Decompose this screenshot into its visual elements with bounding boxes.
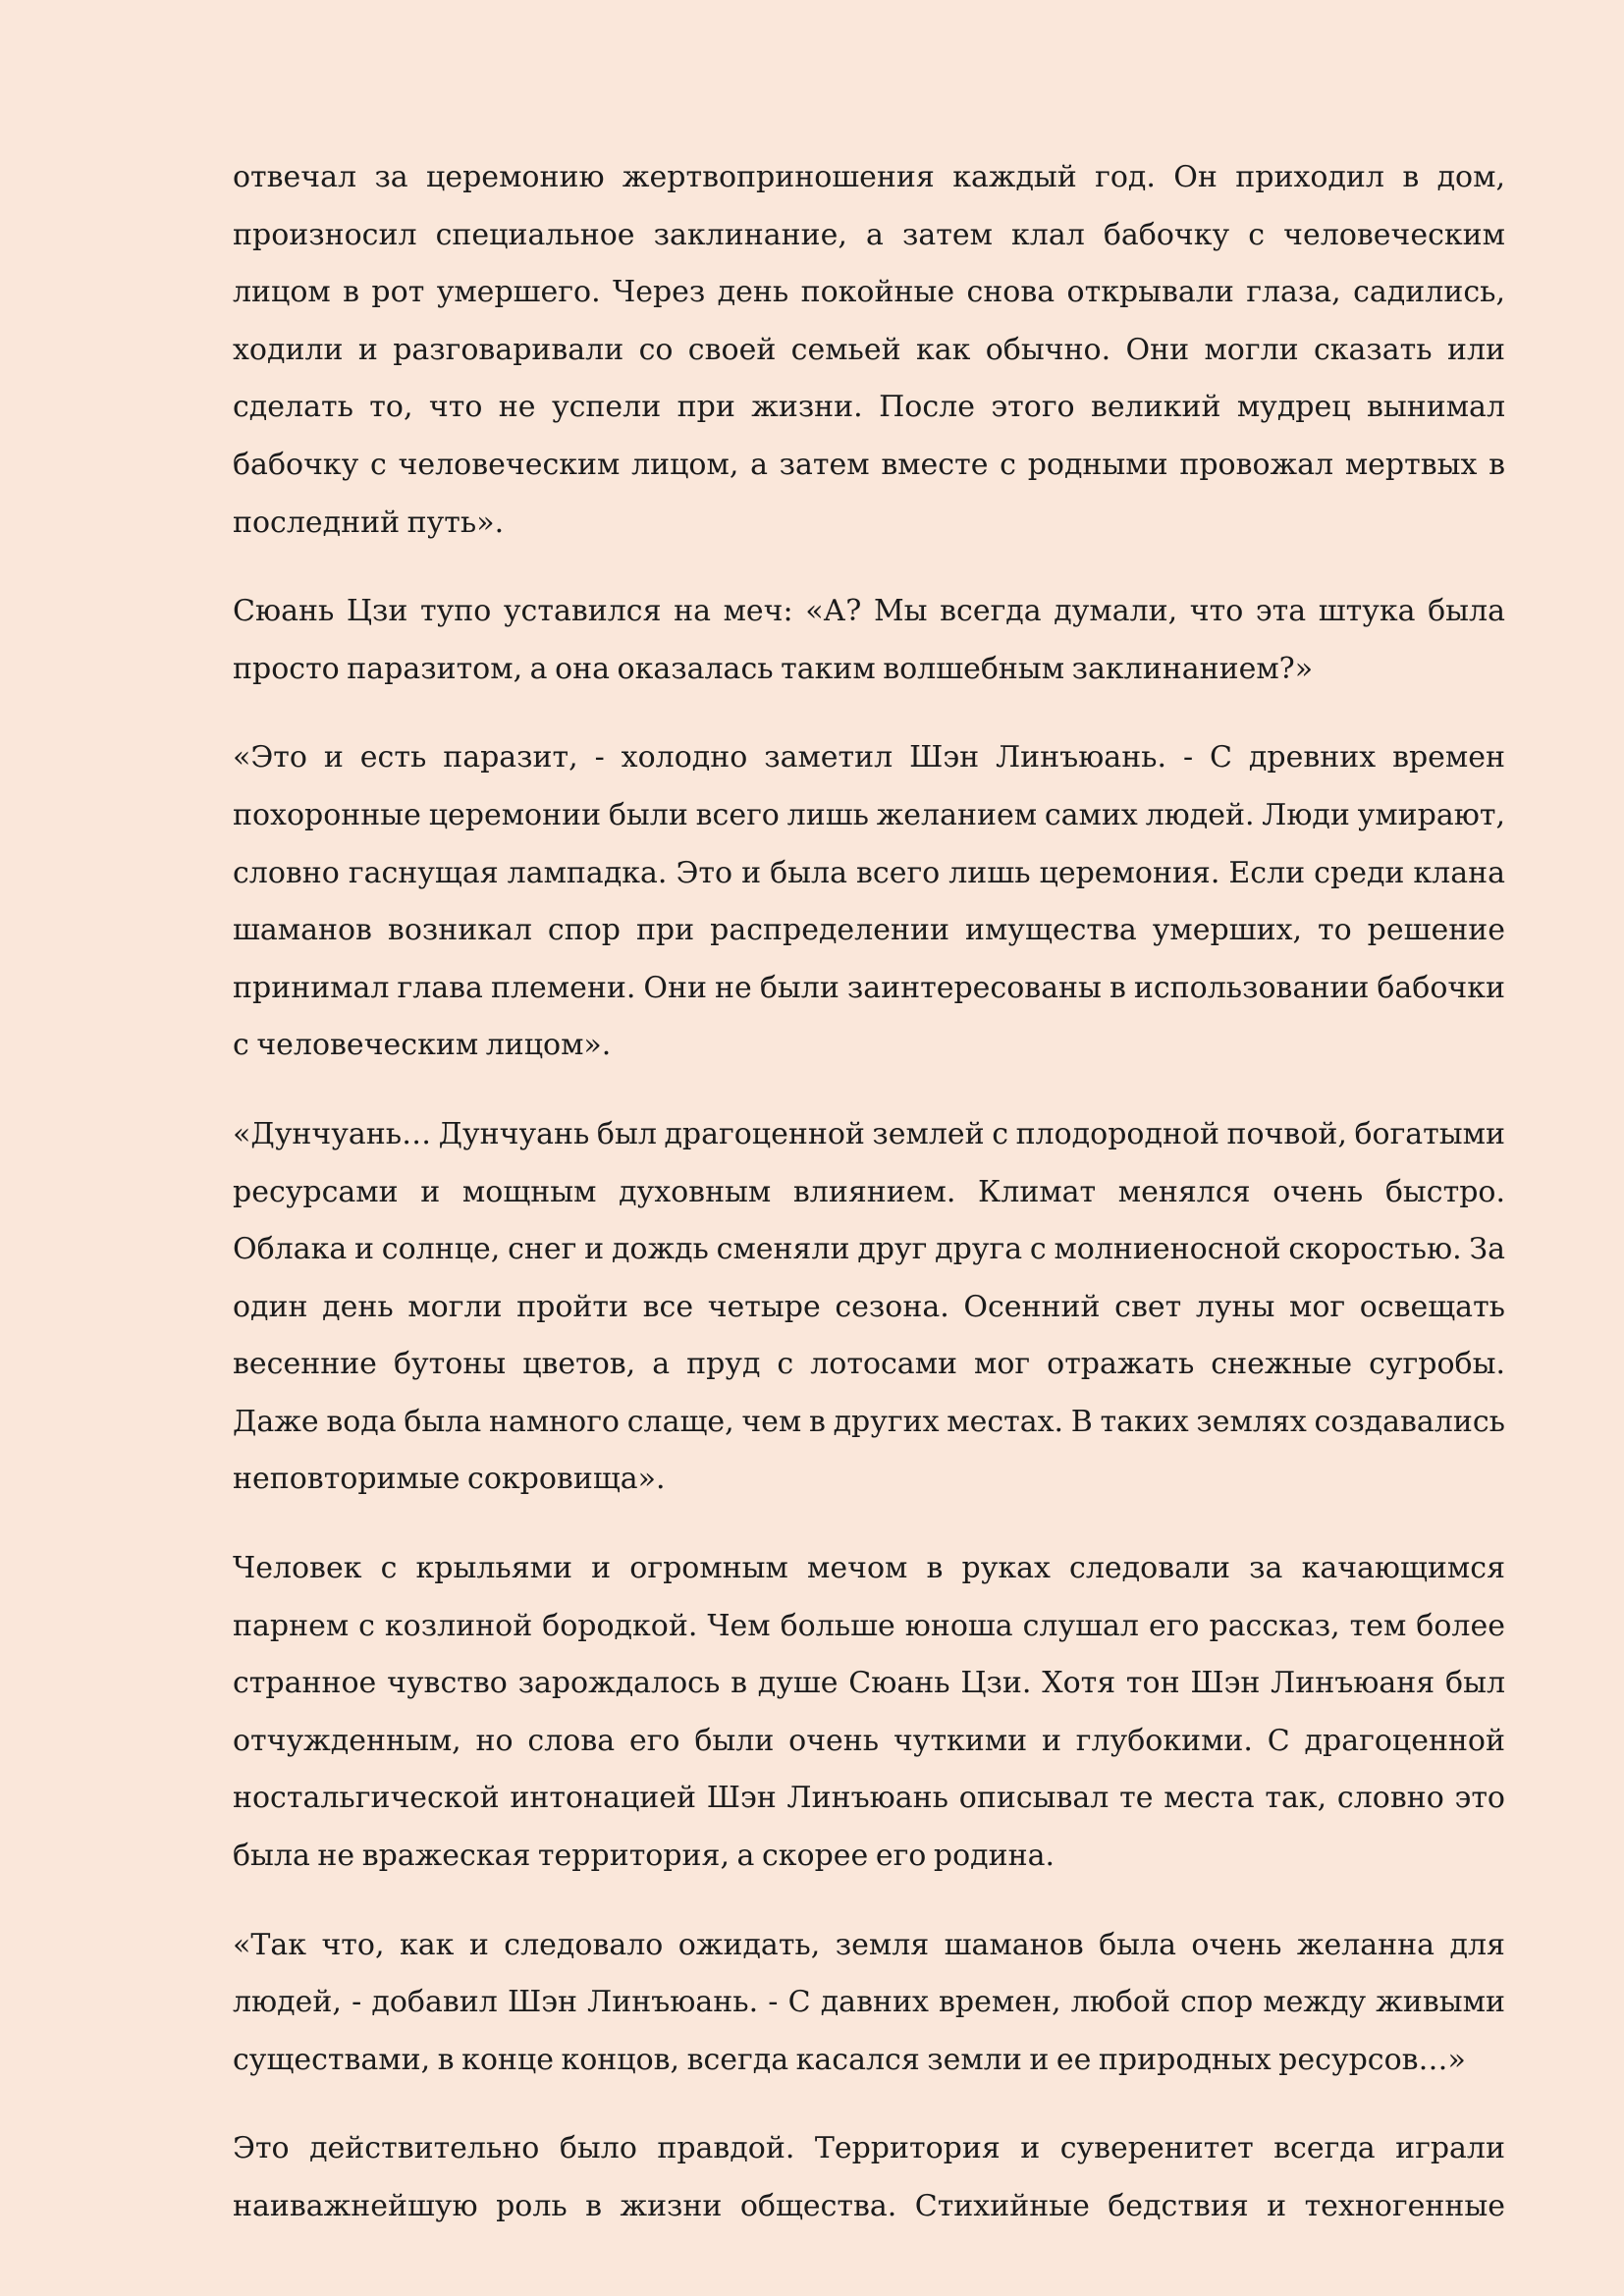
paragraph-3: «Это и есть паразит, - холодно заметил Шэн Линъюань. - С древних времен похоронные церемонии были всего лишь желанием самих людей. Люди умирают, словно гаснущая лампадка. Это и была всего лишь церемония. Если среди клана шаманов возникал спор при распределении имущества умерших, то решение принимал глава племени. Они не были заинтересованы в использовании бабочки с человеческим лицом». [233, 740, 1505, 1063]
paragraph-5: Человек с крыльями и огромным мечом в руках следовали за качающимся парнем с козлиной бородкой. Чем больше юноша слушал его рассказ, тем более странное чувство зарождалось в душе Сюань Цзи. Хотя тон Шэн Линъюаня был отчужденным, но слова его были очень чуткими и глубокими. С драгоценной ностальгической интонацией Шэн Линъюань описывал те места так, словно это была не вражеская территория, а скорее его родина. [233, 1551, 1505, 1874]
text-column [233, 149, 1505, 2268]
paragraph-6: «Так что, как и следовало ожидать, земля шаманов была очень желанна для людей, - добавил Шэн Линъюань. - С давних времен, любой спор между живыми существами, в конце концов, всегда касался земли и ее природных ресурсов…» [233, 1927, 1505, 2077]
paragraph-7: Это действительно было правдой. Территория и суверенитет всегда играли наиважнейшую роль в жизни общества. Стихийные бедствия и техногенные [233, 2131, 1505, 2223]
paragraph-1: отвечал за церемонию жертвоприношения каждый год. Он приходил в дом, произносил специальное заклинание, а затем клал бабочку с человеческим лицом в рот умершего. Через день покойные снова открывали глаза, садились, ходили и разговаривали со своей семьей как обычно. Они могли сказать или сделать то, что не успели при жизни. После этого великий мудрец вынимал бабочку с человеческим лицом, а затем вместе с родными провожал мертвых в последний путь». [233, 160, 1505, 540]
paragraph-4: «Дунчуань… Дунчуань был драгоценной землей с плодородной почвой, богатыми ресурсами и мощным духовным влиянием. Климат менялся очень быстро. Облака и солнце, снег и дождь сменяли друг друга с молниеносной скоростью. За один день могли пройти все четыре сезона. Осенний свет луны мог освещать весенние бутоны цветов, а пруд с лотосами мог отражать снежные сугробы. Даже вода была намного слаще, чем в других местах. В таких землях создавались неповторимые сокровища». [233, 1116, 1505, 1497]
paragraph-2: Сюань Цзи тупо уставился на меч: «А? Мы всегда думали, что эта штука была просто паразитом, а она оказалась таким волшебным заклинанием?» [233, 594, 1505, 686]
